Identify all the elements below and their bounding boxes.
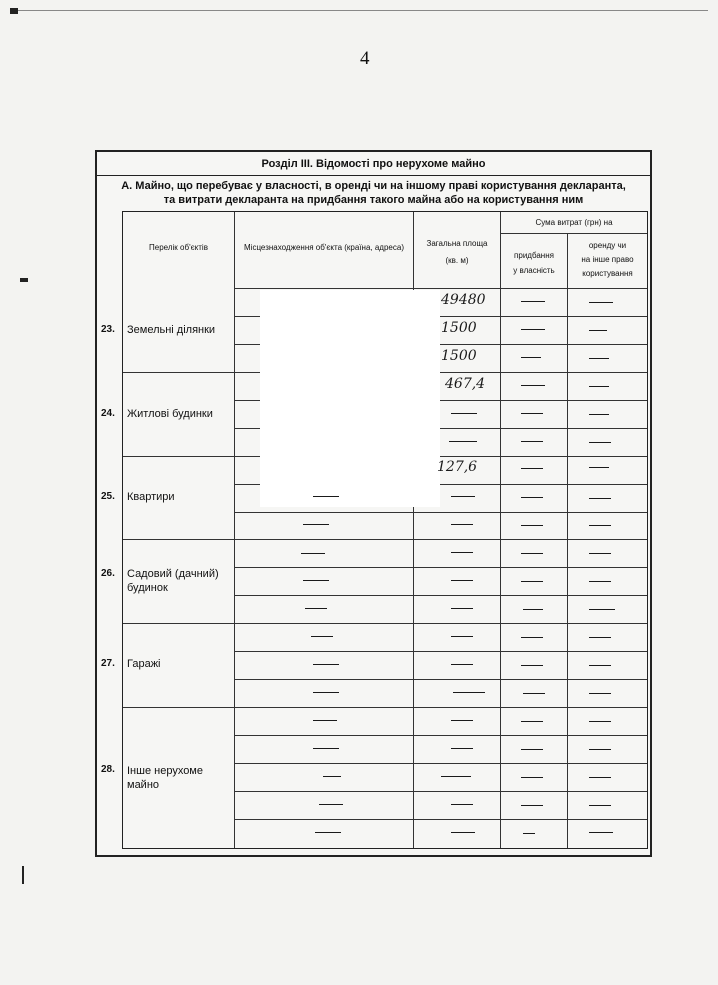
subrow-divider — [234, 763, 647, 764]
empty-dash — [441, 776, 471, 777]
redacted-location-block — [260, 290, 440, 507]
empty-dash — [451, 413, 477, 414]
row-number-24: 24. — [101, 408, 115, 419]
empty-dash — [589, 414, 609, 415]
scan-edge-left-mark — [20, 278, 28, 282]
empty-dash — [451, 552, 473, 553]
empty-dash — [589, 553, 611, 554]
section-subtitle — [97, 179, 650, 207]
empty-dash — [303, 580, 329, 581]
header-rent — [568, 240, 647, 280]
empty-dash — [589, 805, 611, 806]
subrow-divider — [234, 791, 647, 792]
header-expenses: Сума витрат (грн) на — [535, 218, 613, 227]
row-label-other-line-1: Інше нерухоме — [127, 765, 203, 777]
header-bottom-line — [234, 288, 647, 289]
group-divider — [123, 623, 647, 624]
empty-dash — [589, 637, 611, 638]
header-object-list: Перелік об'єктів — [149, 243, 208, 252]
row-number-27: 27. — [101, 658, 115, 669]
empty-dash — [313, 496, 339, 497]
empty-dash — [313, 664, 339, 665]
empty-dash — [521, 665, 543, 666]
empty-dash — [521, 749, 543, 750]
scan-edge-top — [10, 8, 18, 14]
empty-dash — [303, 524, 329, 525]
header-purchase — [501, 250, 567, 277]
subrow-divider — [234, 595, 647, 596]
scan-edge-left-mark-bottom — [22, 866, 24, 884]
empty-dash — [589, 721, 611, 722]
subrow-divider — [234, 735, 647, 736]
empty-dash — [451, 636, 473, 637]
row-label-other-line-2: майно — [127, 779, 160, 791]
page-number: 4 — [360, 48, 370, 69]
group-divider — [123, 539, 647, 540]
empty-dash — [451, 496, 475, 497]
subrow-divider — [234, 651, 647, 652]
real-estate-table — [101, 211, 648, 849]
empty-dash — [589, 693, 611, 694]
expenses-header-divider — [500, 233, 647, 234]
header-rent-line-2: на інше право — [581, 255, 634, 264]
empty-dash — [521, 385, 545, 386]
header-area — [414, 238, 500, 267]
area-value-land-2: 1500 — [441, 320, 477, 336]
row-label-other-real-estate — [127, 764, 203, 792]
empty-dash — [305, 608, 327, 609]
subrow-divider — [234, 512, 647, 513]
empty-dash — [589, 358, 609, 359]
empty-dash — [589, 525, 611, 526]
empty-dash — [315, 832, 341, 833]
area-value-land-1: 49480 — [441, 292, 486, 308]
col-divider — [234, 212, 235, 848]
empty-dash — [523, 833, 535, 834]
empty-dash — [589, 832, 613, 833]
real-estate-section — [95, 150, 652, 857]
subtitle-line-2: та витрати декларанта на придбання такого майна або на користування ним — [163, 194, 584, 206]
empty-dash — [521, 777, 543, 778]
empty-dash — [589, 665, 611, 666]
header-area-line-2: (кв. м) — [445, 256, 469, 265]
empty-dash — [313, 720, 337, 721]
area-value-apartment-1: 127,6 — [437, 459, 478, 475]
subrow-divider — [234, 567, 647, 568]
empty-dash — [523, 609, 543, 610]
empty-dash — [319, 804, 343, 805]
col-divider — [567, 233, 568, 848]
header-rent-line-3: користування — [582, 269, 633, 278]
area-value-house-1: 467,4 — [445, 376, 486, 392]
empty-dash — [589, 302, 613, 303]
empty-dash — [449, 441, 477, 442]
empty-dash — [453, 692, 485, 693]
empty-dash — [521, 497, 543, 498]
section-title: Розділ ІІІ. Відомості про нерухоме майно — [97, 152, 650, 176]
empty-dash — [589, 467, 609, 468]
row-label-garden-house-line-1: Садовий (дачний) — [127, 568, 219, 580]
empty-dash — [451, 832, 475, 833]
empty-dash — [521, 525, 543, 526]
empty-dash — [451, 664, 473, 665]
empty-dash — [521, 413, 543, 414]
header-area-line-1: Загальна площа — [426, 239, 488, 248]
empty-dash — [521, 721, 543, 722]
row-label-garden-house-line-2: будинок — [127, 582, 168, 594]
empty-dash — [521, 553, 543, 554]
empty-dash — [589, 442, 611, 443]
empty-dash — [521, 441, 543, 442]
subrow-divider — [234, 679, 647, 680]
header-purchase-line-2: у власність — [513, 266, 555, 275]
empty-dash — [589, 386, 609, 387]
empty-dash — [451, 580, 473, 581]
empty-dash — [589, 777, 611, 778]
header-purchase-line-1: придбання — [514, 251, 554, 260]
empty-dash — [301, 553, 325, 554]
empty-dash — [451, 720, 473, 721]
row-number-28: 28. — [101, 764, 115, 775]
empty-dash — [589, 609, 615, 610]
col-divider — [500, 212, 501, 848]
empty-dash — [451, 804, 473, 805]
empty-dash — [313, 692, 339, 693]
row-label-apartments: Квартири — [127, 491, 175, 503]
empty-dash — [451, 748, 473, 749]
empty-dash — [589, 749, 611, 750]
subrow-divider — [234, 819, 647, 820]
empty-dash — [313, 748, 339, 749]
group-divider — [123, 707, 647, 708]
empty-dash — [311, 636, 333, 637]
empty-dash — [521, 301, 545, 302]
empty-dash — [521, 357, 541, 358]
row-label-residential-houses: Житлові будинки — [127, 408, 213, 420]
scan-edge-top-line — [18, 10, 708, 11]
empty-dash — [521, 329, 545, 330]
empty-dash — [521, 468, 543, 469]
row-number-26: 26. — [101, 568, 115, 579]
subtitle-line-1: А. Майно, що перебуває у власності, в оренді чи на іншому праві користування декларанта, — [121, 180, 626, 192]
empty-dash — [589, 330, 607, 331]
row-number-25: 25. — [101, 491, 115, 502]
row-number-23: 23. — [101, 324, 115, 335]
empty-dash — [589, 498, 611, 499]
empty-dash — [451, 524, 473, 525]
empty-dash — [521, 805, 543, 806]
empty-dash — [451, 608, 473, 609]
empty-dash — [589, 581, 611, 582]
empty-dash — [323, 776, 341, 777]
header-rent-line-1: оренду чи — [588, 241, 627, 250]
empty-dash — [521, 637, 543, 638]
empty-dash — [523, 693, 545, 694]
header-location: Місцезнаходження об'єкта (країна, адреса) — [244, 243, 404, 252]
empty-dash — [521, 581, 543, 582]
row-label-garden-house — [127, 567, 219, 595]
area-value-land-3: 1500 — [441, 348, 477, 364]
row-label-garages: Гаражі — [127, 658, 161, 670]
row-label-land-plots: Земельні ділянки — [127, 324, 216, 336]
